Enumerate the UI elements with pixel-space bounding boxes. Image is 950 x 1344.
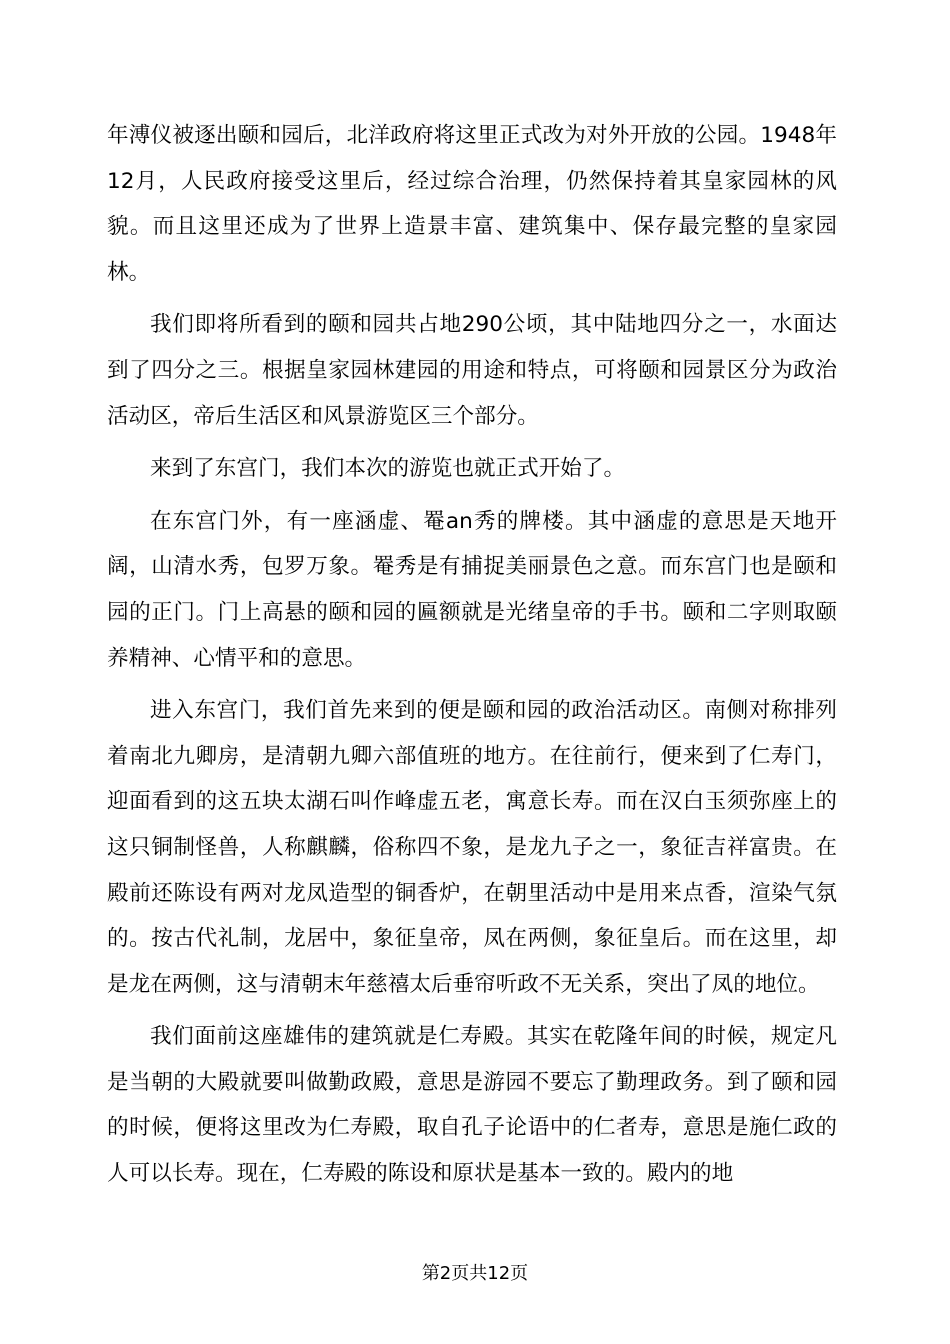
paragraph-2: 我们即将所看到的颐和园共占地290公顷，其中陆地四分之一，水面达到了四分之三。根据皇家园林建园的用途和特点，可将颐和园景区分为政治活动区，帝后生活区和风景游览区三个部分。 — [107, 312, 837, 429]
paragraph-1: 年溥仪被逐出颐和园后，北洋政府将这里正式改为对外开放的公园。1948年12月，人民政府接受这里后，经过综合治理，仍然保持着其皇家园林的风貌。而且这里还成为了世界上造景丰富、建筑集中、保存最完整的皇家园林。 — [107, 123, 837, 285]
page-number-footer: 第2页共12页 — [421, 1263, 529, 1284]
document-body — [107, 113, 837, 1204]
paragraph-5: 进入东宫门，我们首先来到的便是颐和园的政治活动区。南侧对称排列着南北九卿房，是清朝九卿六部值班的地方。在往前行，便来到了仁寿门，迎面看到的这五块太湖石叫作峰虚五老，寓意长寿。而在汉白玉须弥座上的这只铜制怪兽，人称麒麟，俗称四不象，是龙九子之一，象征吉祥富贵。在殿前还陈设有两对龙凤造型的铜香炉，在朝里活动中是用来点香，渲染气氛的。按古代礼制，龙居中，象征皇帝，凤在两侧，象征皇后。而在这里，却是龙在两侧，这与清朝末年慈禧太后垂帘听政不无关系，突出了凤的地位。 — [107, 698, 837, 997]
paragraph-6: 我们面前这座雄伟的建筑就是仁寿殿。其实在乾隆年间的时候，规定凡是当朝的大殿就要叫做勤政殿，意思是游园不要忘了勤理政务。到了颐和园的时候，便将这里改为仁寿殿，取自孔子论语中的仁者寿，意思是施仁政的人可以长寿。现在，仁寿殿的陈设和原状是基本一致的。殿内的地 — [107, 1024, 837, 1187]
paragraph-4: 在东宫门外，有一座涵虚、罨an秀的牌楼。其中涵虚的意思是天地开阔，山清水秀，包罗万象。罨秀是有捕捉美丽景色之意。而东宫门也是颐和园的正门。门上高悬的颐和园的匾额就是光绪皇帝的手书。颐和二字则取颐养精神、心情平和的意思。 — [107, 508, 837, 671]
paragraph-3: 来到了东宫门，我们本次的游览也就正式开始了。 — [150, 456, 626, 482]
